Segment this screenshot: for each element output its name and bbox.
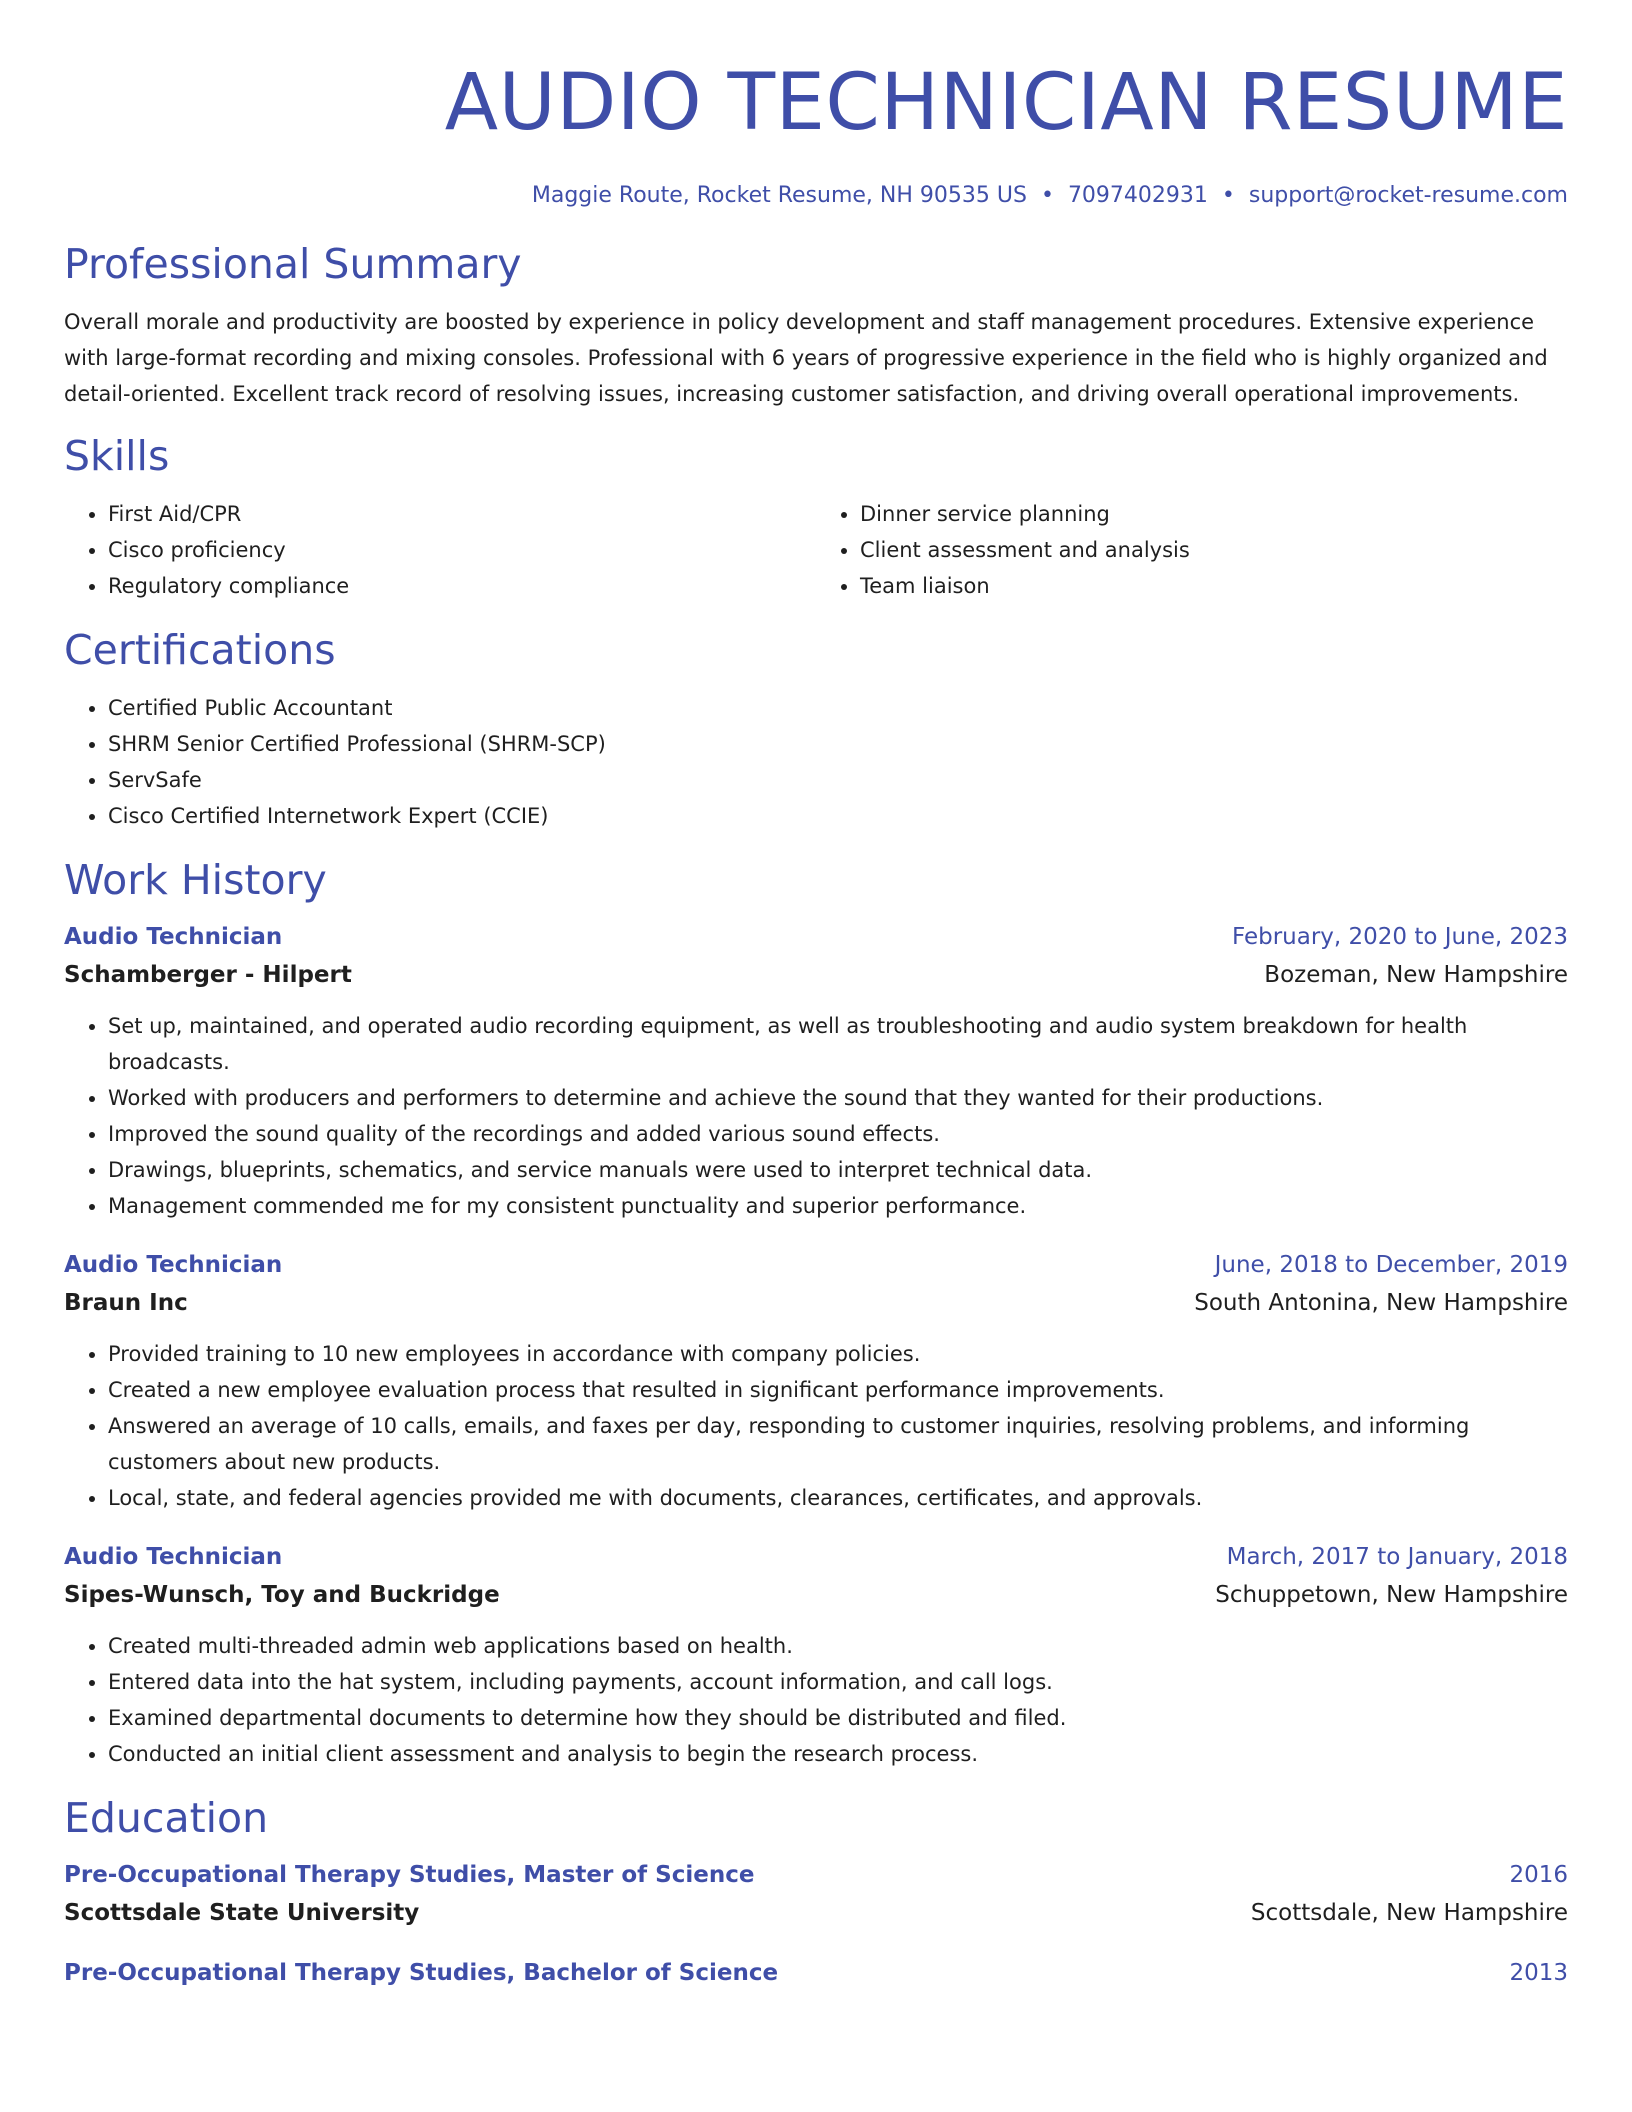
skill-item: • Team liaison [860,568,1568,604]
certifications-list [64,690,1568,834]
education-location: Scottsdale, New Hampshire [1250,1900,1568,1926]
contact-line [64,180,1568,212]
job-employer: Schamberger - Hilpert [64,962,352,988]
skills-section [64,430,1568,604]
job-bullet: • Improved the sound quality of the recordings and added various sound effects. [108,1116,1568,1152]
contact-separator: • [1040,183,1054,208]
work-history-section [64,854,1568,1772]
job-bullet: • Management commended me for my consistent punctuality and superior performance. [108,1188,1568,1224]
job-entry [64,1538,1568,1772]
job-bullet: • Set up, maintained, and operated audio recording equipment, as well as troubleshooting and audio system breakdown for health broadcasts. [108,1008,1568,1080]
resume-title: AUDIO TECHNICIAN RESUME [444,58,1568,148]
education-degree: Pre-Occupational Therapy Studies, Bachelor of Science [64,1960,779,1986]
certification-item: • SHRM Senior Certified Professional (SHRM-SCP) [108,726,1568,762]
skill-item: • Cisco proficiency [108,532,816,568]
job-bullet: • Created multi-threaded admin web applications based on health. [108,1628,1568,1664]
job-location: Bozeman, New Hampshire [1264,962,1568,988]
summary-section [64,238,1568,412]
skill-item: • First Aid/CPR [108,496,816,532]
summary-heading: Professional Summary [64,240,522,288]
work-history-heading: Work History [64,856,327,904]
job-dates: February, 2020 to June, 2023 [1231,924,1568,950]
certifications-section [64,624,1568,834]
summary-text: Overall morale and productivity are boosted by experience in policy development and staff management procedures. Extensive experience with large-format recording and mixing consoles. Professional with 6 years of progressive experience in the field who is highly organized and detail-oriented. Excellent track record of resolving issues, increasing customer satisfaction, and driving overall operational improvements. [64,310,1548,406]
job-entry [64,1246,1568,1516]
job-location: Schuppetown, New Hampshire [1215,1582,1568,1608]
job-bullet: • Entered data into the hat system, including payments, account information, and call logs. [108,1664,1568,1700]
job-bullets [64,1628,1568,1772]
job-bullets [64,1008,1568,1224]
job-employer: Sipes-Wunsch, Toy and Buckridge [64,1582,500,1608]
certification-item: • ServSafe [108,762,1568,798]
job-bullet: • Provided training to 10 new employees in accordance with company policies. [108,1336,1568,1372]
skills-list-left [64,496,816,604]
contact-address: Maggie Route, Rocket Resume, NH 90535 US [531,183,1027,208]
education-year: 2013 [1509,1960,1568,1986]
education-entry [64,1954,1568,1992]
skills-grid [64,496,1568,604]
job-title: Audio Technician [64,1544,283,1570]
job-dates: June, 2018 to December, 2019 [1214,1252,1568,1278]
certifications-heading: Certifications [64,626,336,674]
job-dates: March, 2017 to January, 2018 [1226,1544,1568,1570]
job-bullet: • Answered an average of 10 calls, emails, and faxes per day, responding to customer inquiries, resolving problems, and informing customers about new products. [108,1408,1568,1480]
job-bullet: • Drawings, blueprints, schematics, and service manuals were used to interpret technical data. [108,1152,1568,1188]
job-employer: Braun Inc [64,1290,188,1316]
job-bullets [64,1336,1568,1516]
education-school: Scottsdale State University [64,1900,420,1926]
skills-list-right [816,496,1568,604]
job-bullet: • Local, state, and federal agencies provided me with documents, clearances, certificates, and approvals. [108,1480,1568,1516]
contact-email: support@rocket-resume.com [1248,183,1568,208]
skill-item: • Dinner service planning [860,496,1568,532]
job-bullet: • Created a new employee evaluation process that resulted in significant performance improvements. [108,1372,1568,1408]
contact-separator: • [1221,183,1235,208]
education-degree: Pre-Occupational Therapy Studies, Master of Science [64,1862,755,1888]
job-location: South Antonina, New Hampshire [1194,1290,1568,1316]
skill-item: • Client assessment and analysis [860,532,1568,568]
job-title: Audio Technician [64,924,283,950]
education-entry [64,1856,1568,1932]
job-bullet: • Examined departmental documents to determine how they should be distributed and filed. [108,1700,1568,1736]
job-entry [64,918,1568,1224]
education-heading: Education [64,1794,269,1842]
skills-heading: Skills [64,432,170,480]
contact-phone: 7097402931 [1067,183,1208,208]
job-title: Audio Technician [64,1252,283,1278]
education-section [64,1792,1568,1992]
skill-item: • Regulatory compliance [108,568,816,604]
education-year: 2016 [1509,1862,1568,1888]
certification-item: • Cisco Certified Internetwork Expert (CCIE) [108,798,1568,834]
certification-item: • Certified Public Accountant [108,690,1568,726]
job-bullet: • Conducted an initial client assessment and analysis to begin the research process. [108,1736,1568,1772]
job-bullet: • Worked with producers and performers to determine and achieve the sound that they wanted for their productions. [108,1080,1568,1116]
